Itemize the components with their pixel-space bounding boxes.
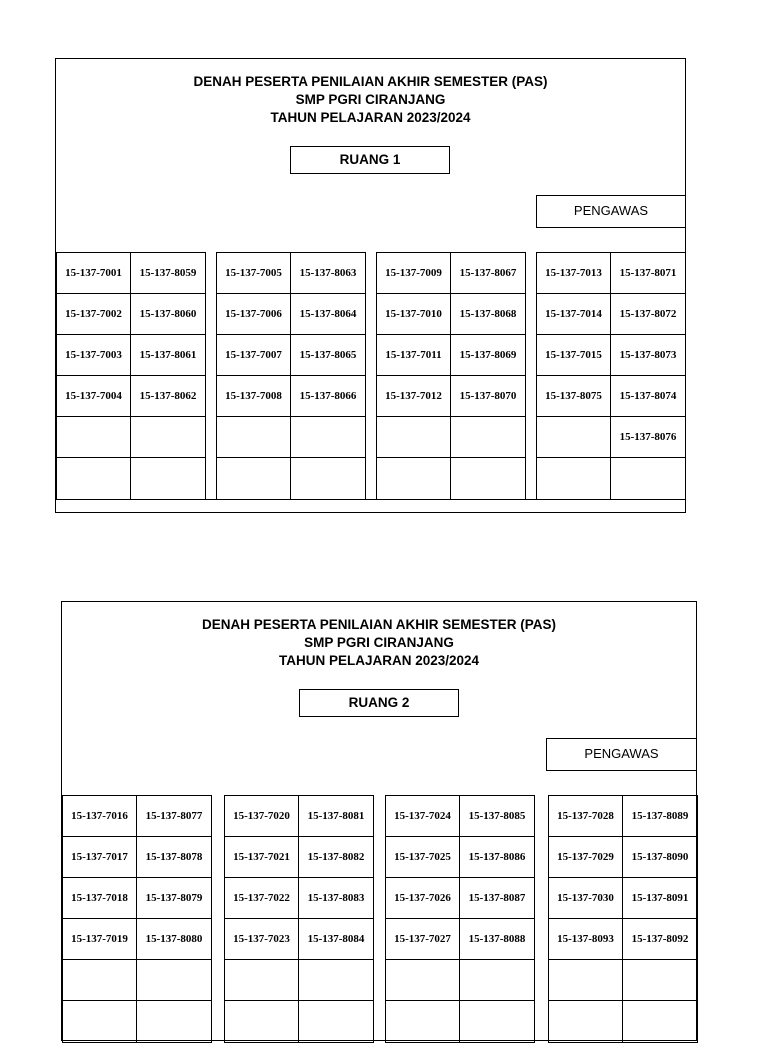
seat-cell: 15-137-7016 (63, 796, 137, 837)
seat-cell: 15-137-8075 (537, 376, 611, 417)
seat-cell (131, 458, 205, 499)
seat-cell (131, 417, 205, 458)
seat-cell (377, 417, 451, 458)
seat-cell: 15-137-8071 (611, 253, 685, 294)
seat-cell (63, 1001, 137, 1042)
seat-cell: 15-137-8089 (623, 796, 697, 837)
seat-group (62, 795, 212, 1043)
seat-cell: 15-137-7019 (63, 919, 137, 960)
seat-cell: 15-137-8061 (131, 335, 205, 376)
seat-cell: 15-137-8090 (623, 837, 697, 878)
seat-cell (386, 960, 460, 1001)
seat-cell: 15-137-7012 (377, 376, 451, 417)
seat-cell: 15-137-8074 (611, 376, 685, 417)
seat-cell (291, 458, 365, 499)
seat-cell (225, 960, 299, 1001)
seat-cell: 15-137-8088 (460, 919, 534, 960)
seat-cell: 15-137-8069 (451, 335, 525, 376)
title-line: DENAH PESERTA PENILAIAN AKHIR SEMESTER (PAS) (201, 617, 557, 632)
seat-cell (537, 417, 611, 458)
seat-cell: 15-137-7001 (57, 253, 131, 294)
seat-cell: 15-137-8082 (299, 837, 373, 878)
seat-cell: 15-137-7028 (549, 796, 623, 837)
school-name: SMP PGRI CIRANJANG (304, 635, 454, 650)
academic-year: TAHUN PELAJARAN 2023/2024 (278, 653, 480, 668)
seat-cell: 15-137-7013 (537, 253, 611, 294)
seat-group (385, 795, 535, 1043)
seat-group (536, 252, 686, 500)
invigilator-desk: PENGAWAS (536, 195, 686, 228)
seat-cell: 15-137-8086 (460, 837, 534, 878)
seat-cell: 15-137-7006 (217, 294, 291, 335)
seat-cell: 15-137-7008 (217, 376, 291, 417)
seat-cell: 15-137-8092 (623, 919, 697, 960)
seat-cell (623, 1001, 697, 1042)
seat-group (548, 795, 698, 1043)
seat-cell (377, 458, 451, 499)
seat-cell: 15-137-8065 (291, 335, 365, 376)
seat-cell (57, 417, 131, 458)
seat-cell (549, 960, 623, 1001)
seat-cell: 15-137-8093 (549, 919, 623, 960)
academic-year: TAHUN PELAJARAN 2023/2024 (270, 110, 471, 125)
seat-group (56, 252, 206, 500)
seat-cell (299, 960, 373, 1001)
document-title (56, 73, 685, 127)
seat-cell: 15-137-8073 (611, 335, 685, 376)
seat-cell: 15-137-7015 (537, 335, 611, 376)
seat-cell: 15-137-7025 (386, 837, 460, 878)
seat-cell: 15-137-8077 (137, 796, 211, 837)
seat-cell: 15-137-8080 (137, 919, 211, 960)
seat-cell: 15-137-7011 (377, 335, 451, 376)
seat-cell: 15-137-8067 (451, 253, 525, 294)
seat-cell: 15-137-8084 (299, 919, 373, 960)
seat-cell: 15-137-7002 (57, 294, 131, 335)
seat-cell: 15-137-7004 (57, 376, 131, 417)
seat-cell: 15-137-8085 (460, 796, 534, 837)
seat-cell: 15-137-8063 (291, 253, 365, 294)
room-label: RUANG 1 (290, 146, 450, 174)
seat-group (224, 795, 374, 1043)
seat-group (376, 252, 526, 500)
seat-cell (623, 960, 697, 1001)
seat-cell (460, 960, 534, 1001)
seat-cell: 15-137-7003 (57, 335, 131, 376)
seat-cell: 15-137-8087 (460, 878, 534, 919)
seat-cell: 15-137-8083 (299, 878, 373, 919)
seat-cell: 15-137-7023 (225, 919, 299, 960)
seat-cell: 15-137-7029 (549, 837, 623, 878)
seat-cell: 15-137-8068 (451, 294, 525, 335)
invigilator-desk: PENGAWAS (546, 738, 697, 771)
seat-cell (451, 458, 525, 499)
seating-plan-room-2 (61, 601, 697, 1041)
seat-cell: 15-137-7030 (549, 878, 623, 919)
seat-cell (57, 458, 131, 499)
school-name: SMP PGRI CIRANJANG (295, 92, 446, 107)
seating-plan-room-1 (55, 58, 686, 513)
seat-cell (291, 417, 365, 458)
seat-cell: 15-137-8079 (137, 878, 211, 919)
seat-cell: 15-137-8066 (291, 376, 365, 417)
divider (56, 499, 685, 500)
seat-cell (537, 458, 611, 499)
seat-cell: 15-137-8070 (451, 376, 525, 417)
seat-group (216, 252, 366, 500)
seat-cell (225, 1001, 299, 1042)
seat-cell (460, 1001, 534, 1042)
seat-cell: 15-137-7014 (537, 294, 611, 335)
title-line: DENAH PESERTA PENILAIAN AKHIR SEMESTER (PAS) (193, 74, 548, 89)
seat-cell (299, 1001, 373, 1042)
seat-cell: 15-137-8062 (131, 376, 205, 417)
seat-cell: 15-137-8060 (131, 294, 205, 335)
seat-cell: 15-137-8059 (131, 253, 205, 294)
seat-cell (137, 960, 211, 1001)
seat-cell: 15-137-8076 (611, 417, 685, 458)
seat-cell: 15-137-8078 (137, 837, 211, 878)
seat-cell: 15-137-7010 (377, 294, 451, 335)
seat-cell: 15-137-7020 (225, 796, 299, 837)
seat-cell: 15-137-8081 (299, 796, 373, 837)
seat-cell (217, 458, 291, 499)
seat-cell: 15-137-7024 (386, 796, 460, 837)
seat-cell: 15-137-7027 (386, 919, 460, 960)
seat-cell: 15-137-7018 (63, 878, 137, 919)
seat-cell (611, 458, 685, 499)
seat-cell (63, 960, 137, 1001)
seat-cell: 15-137-8064 (291, 294, 365, 335)
seat-cell: 15-137-8091 (623, 878, 697, 919)
seat-cell: 15-137-7026 (386, 878, 460, 919)
seat-cell (451, 417, 525, 458)
seat-cell: 15-137-7009 (377, 253, 451, 294)
seat-cell: 15-137-7022 (225, 878, 299, 919)
seat-cell (217, 417, 291, 458)
seat-cell (386, 1001, 460, 1042)
seat-cell: 15-137-7021 (225, 837, 299, 878)
room-label: RUANG 2 (299, 689, 459, 717)
seat-cell: 15-137-8072 (611, 294, 685, 335)
seat-cell: 15-137-7005 (217, 253, 291, 294)
seat-cell (137, 1001, 211, 1042)
seat-cell (549, 1001, 623, 1042)
seat-cell: 15-137-7017 (63, 837, 137, 878)
seat-cell: 15-137-7007 (217, 335, 291, 376)
document-title (62, 616, 696, 670)
